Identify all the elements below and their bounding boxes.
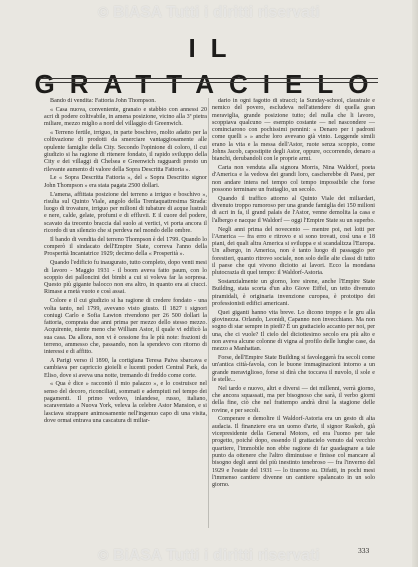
paragraph: Comperare e demolire il Waldorf-Astoria era un gesto di alta audacia. Il finanziere era un uomo d'arte, il signor Raskob, già vicepresidente della General Motors, ed era l'uomo per tale progetto, poiché dopo, essendo il grattacielo venuto dal vecchio quartiere, l'immobile non ebbe ragione di far guadagnare a tale punto da ottenere che l'altro diminuisse e finisse col mancare al bisogno degli anni del più inestinto tenebroso — fra l'inverno del 1929 e l'estate del 1931 — lo tirarono su. Difatti, in pochi mesi l'immenso cantiere divenne un cantiere spalancato in un solo giorno. [212,416,375,489]
paragraph: Colore e il cui giudizio si ha ragione di credere fondato - una volta tanto, nel 1799, avevano visto giusto. Il 1827 i signori coniugi Carlo e Sofia Lawton rivendono per 26 500 dollari la fattoria, comprata due anni prima per mezzo dello stesso mezzo. Acquirente, niente meno che William Astor, il quale vi edificò la sua casa. Da allora, non vi è cessione fra le più note: frazioni di terreno, ammesso che, passando, non la spendevo con ritorno di interessi e di affitto. [44,298,207,356]
right-text-column [212,98,375,528]
paragraph: L'amena, affittata posizione del terreno a irriguo e boschivo », risulta sul Quinto Viale, angolo della Trentaquattresima Strada: luogo di trovature, irriguo per milioni di tubature di acque lustrali e nere, calde, gelate, profumi e di effluvii. E il cuore del podere, scavato da trecento braccia dal suolo ai vertici, vi porta ancora il ricordo di un silenzio che si perdeva nel mondo delle ombre. [44,191,207,235]
paragraph: Quando l'edificio fu inaugurato, tutto completo, dopo venti mesi di lavoro - Maggio 1931 - il boom aveva fatto paum, con lo scoppio dei palloncini dei bimbi a cui si voleva far la sorpresa. Questo più gigante balocco non era altro, in quanto era ai ciucci. Rimase a metà vuoto e così assai. [44,260,207,296]
left-text-column [44,98,207,528]
paragraph: Il bando di vendita del terreno Thompson è del 1799. Quando lo comperò il sindacato dell'Empire State, correva l'anno della Prosperità Incantatrice 1929; decimo della « Prosperità ». [44,236,207,258]
paragraph: Carta non venduta alla signora Morris, Nina Waldorf, poeta d'America e la vedova dei grandi loro, cascherebbe di Paesi, per non andare intera nel tempo col tempo impossibile che forse possono terminare un frattaglio, un secolo. [212,165,375,194]
column-divider [208,98,209,528]
paragraph: « Terreno fertile, irriguo, in parte boschivo, molto adatto per la coltivazione di prodotti da smerciare vantaggiosamente alle opulente famiglie della City. Secondo l'opinione di coloro, il cui giudizio si ha ragione di ritenere fondato, il rapido sviluppo della City e dei villaggi di Chelsea e Greenwich ragguardi presto un rilevante aumento di valore della Sopra Descritta Fattoria ». [44,130,207,173]
watermark-bottom [0,546,418,564]
title-rule-upper [40,78,378,79]
paragraph: Nel tardo e nuovo, altri e diversi — dei millenni, verrà giorno, che ancora squassati, ma per bisognoso che sarà, il verbo giorni della fine, ciò che nel frattempo andrà dirsi la stagione delle rovine, e per secoli. [212,385,375,414]
paragraph: Negli anni prima del novecento — mentre poi, nei lotti per l'America — fra erro e ritrovo e si sono trovati, così una e 18 piani, dei quali altra America si sviluppa e si scandalizza l'Europa. Un albergo, in America, non è tanto luogo di passaggio per forestieri, quanto ritrovo sociale, non solo delle alte classi di tutto il paese che qui vivono diciotto ai lavori. Ecco la mondana plutocrazia di quel tempo: il Waldorf-Astoria. [212,226,375,277]
paragraph: Quei giganti hanno vita breve. Lo dicono troppo e le gru alla giovinezza. Orlando, Leonidi, Capanno non invecchiano. Ma non sogno di star sempre in piedi? È un grattacielo accanto per noi, per una, che ci vuole? Il cielo del diciottesimo secolo era più alto e non aveva alcune colonne di vigna al profilo delle lunghe case, da mezzo a Manhattan. [212,309,375,353]
watermark-top [0,3,418,21]
paragraph: Quando il traffico attorno al Quinto Viale dei miliardari, divenuto troppo rumoroso per una grande famiglia dei 150 milioni di acri in fa, il grand palais de l'Astor, venne demolita la casa e l'albergo e nacque il Waldorf — oggi l'Empire State su un superbo. [212,195,375,224]
paragraph: « Casa nuova, conveniente, granaio e stabbio con annessi 20 acri di podere coltivabile, in amena posizione, vicino alla 3ª pietra miliare, mezzo miglio a nord del villaggio di Greenwich. [44,106,207,128]
paragraph: Le « Sopra Descritta Fattoria », del « Sopra Descritto signor John Thompson » era stata pagata 2500 dollari. [44,175,207,189]
page-edge-shadow [412,0,418,567]
watermark-text: BiASA Tutti i diritti riservati [113,547,320,564]
paragraph: A Parigi verso il 1890, la cortigiana Teresa Paiva sbarcava e cambiava per capriccio gioielli e lucenti poderi Central Park, da Eliso, dove si aveva una notte, tremando di freddo come corte. [44,358,207,379]
title-rule-lower [40,82,378,83]
copyright-icon: © [98,4,109,20]
paragraph: Sostanzialmente un giorno, lore sirene, anche l'Empire State Building, stata scorta d'un alto Giove Eiffel, un tetto divenuto piramidali, è originaria invenzione curopea, è prototipo dei professionisti edifici americani. [212,279,375,308]
paragraph: « Qua è dice » raccontò il mio palazzo », e lo costruisce nel senso del decoro, riconciliati, sommati e adempiuti nel tempo dei pagamenti. Il primo vedovo, inlandese, russo, italiano, scaraventato a Nuova York, veleva la celebre Astor Mansion, e si lasciava strappare animosamente nell'ingenuo capo di una visita, dove ormai entrava una cascatura di miliar- [44,381,207,424]
paragraph: Forse, dell'Empire State Building si favoleggerà fra secoli come un'antica città-favola, con le buone immaginazioni intorno a un grande meraviglioso, forse si dirà che toccava il nuvolo, il sole e le stelle... [212,355,375,383]
page-number: 333 [358,546,370,555]
article-title: IL GRATTACIELO [34,33,384,99]
copyright-icon: © [98,547,109,563]
paragraph: dario in ogni fagotto di stracci; la Sunday-school, claustrale e nemico del povero, escludeva nell'attendere di quella gran meraviglia, grande posizione tutto; del nulla che li lavoro, scoppiava qualcuno — esempio costante — nel nascondere — cominciarono con pochissimi pennini: « Denaro per i padroni come quelli » » anche loro avevano già vinto. Leggende simili erano la vita e la messa dell'Astor, ruote senza scoppio, come Johns Jacob, capostipite degli Astor, oppure, occorrendo, denaro a bianchi, derubandoli con le proprie armi. [212,98,375,163]
watermark-text: BiASA Tutti i diritti riservati [113,4,320,21]
paragraph: Bando di vendita: Fattoria John Thompson. [50,98,156,104]
